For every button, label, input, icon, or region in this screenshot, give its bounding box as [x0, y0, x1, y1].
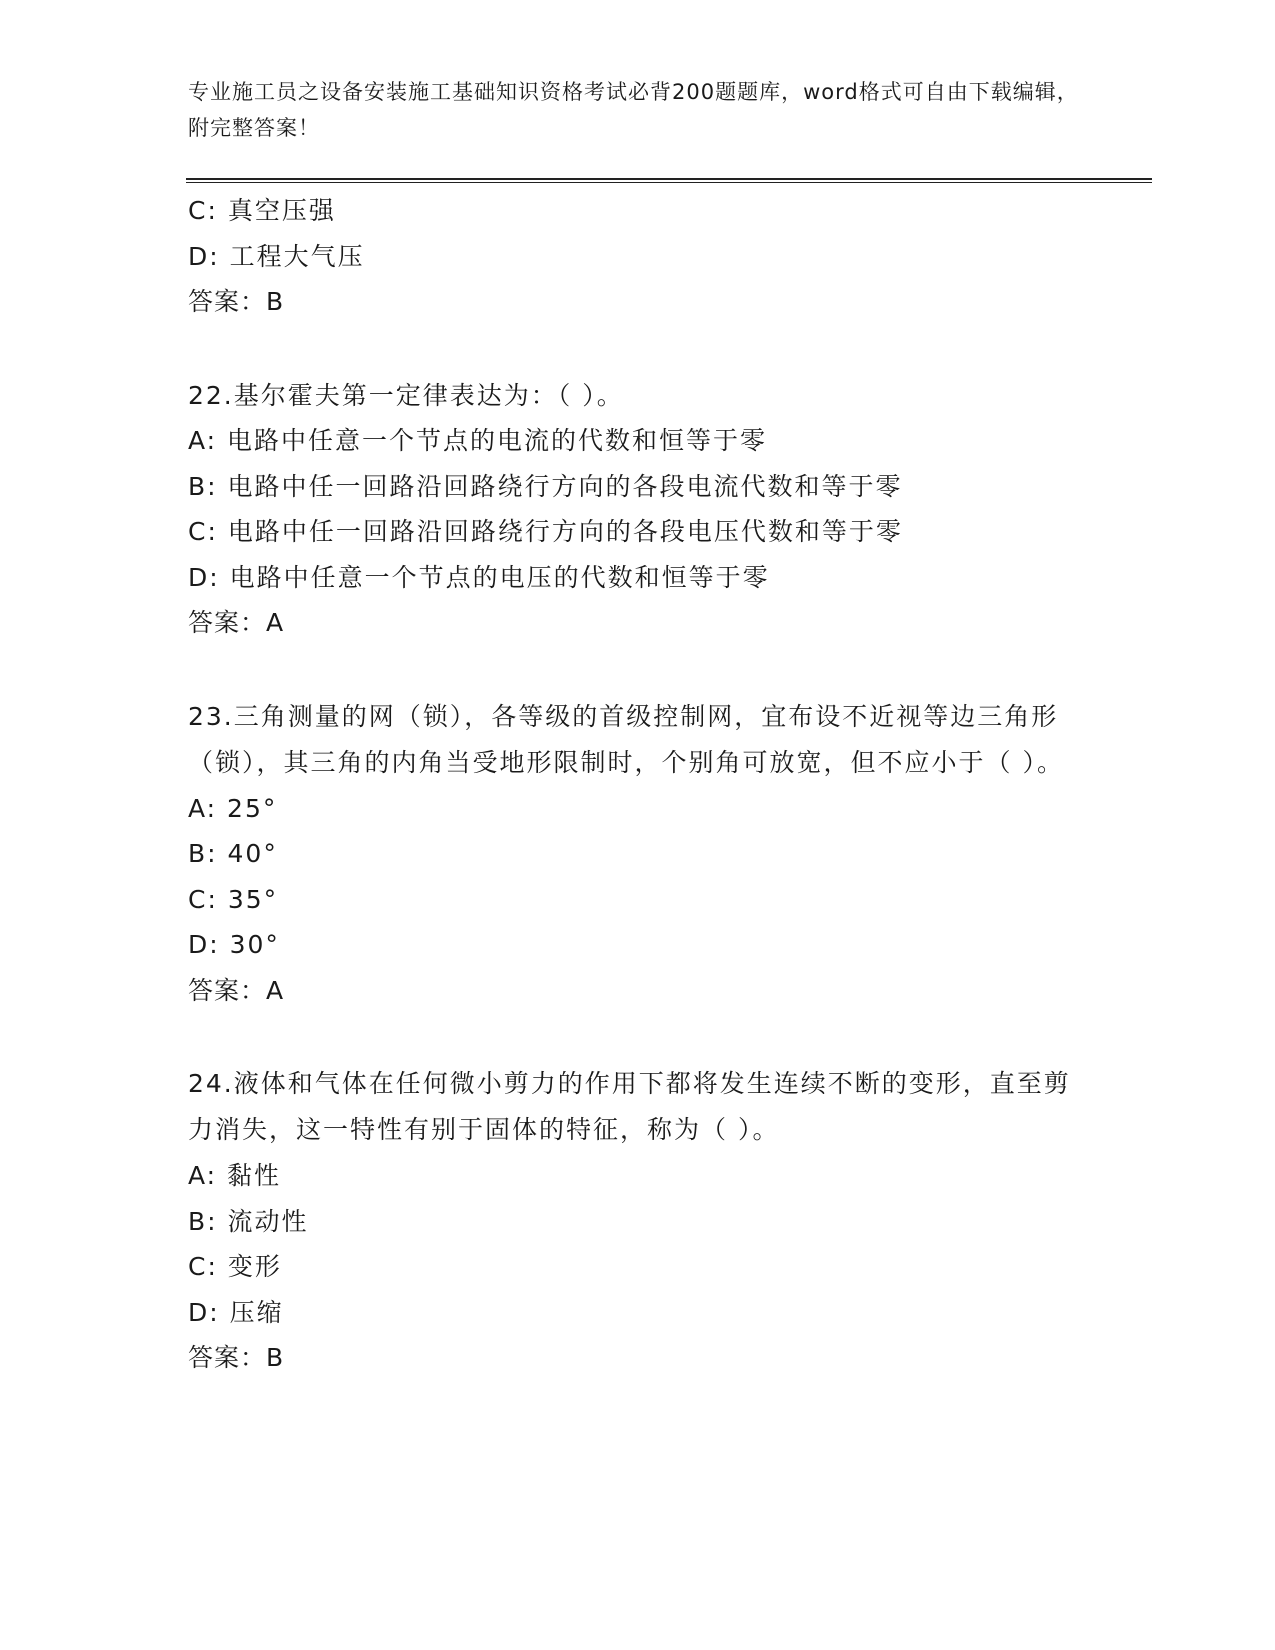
option-b: B: 流动性 — [188, 1206, 309, 1236]
option-a: A: 黏性 — [188, 1161, 282, 1190]
question-stem: 22.基尔霍夫第一定律表达为：（ ）。 — [188, 380, 624, 410]
question-stem: 23.三角测量的网（锁），各等级的首级控制网，宜布设不近视等边三角形（锁），其三角的内角当受地形限制时，个别角可放宽，但不应小于（ ）。 — [188, 701, 1064, 777]
answer-line: 答案：B — [188, 1343, 285, 1372]
question-list — [188, 188, 1088, 1381]
option-d: D: 压缩 — [188, 1297, 284, 1327]
option-c: C: 真空压强 — [188, 196, 336, 225]
answer-line: 答案：B — [188, 287, 285, 316]
document-title: 专业施工员之设备安装施工基础知识资格考试必背200题题库，word格式可自由下载编辑，附完整答案！ — [188, 80, 1079, 140]
answer-line: 答案：A — [188, 975, 285, 1005]
answer-line: 答案：A — [188, 608, 285, 637]
option-c: C: 电路中任一回路沿回路绕行方向的各段电压代数和等于零 — [188, 517, 903, 546]
option-c: C: 变形 — [188, 1252, 282, 1281]
question-24 — [188, 1061, 1088, 1381]
spacer — [188, 325, 1088, 373]
option-a: A: 电路中任意一个节点的电流的代数和恒等于零 — [188, 426, 768, 455]
option-a: A: 25° — [188, 793, 278, 823]
spacer — [188, 1013, 1088, 1061]
question-22 — [188, 373, 1088, 646]
question-23 — [188, 694, 1088, 1014]
question-stem: 24.液体和气体在任何微小剪力的作用下都将发生连续不断的变形，直至剪力消失，这一特性有别于固体的特征，称为（ ）。 — [188, 1069, 1071, 1144]
option-d: D: 电路中任意一个节点的电压的代数和恒等于零 — [188, 562, 770, 592]
option-d: D: 30° — [188, 930, 280, 959]
option-d: D: 工程大气压 — [188, 241, 365, 271]
spacer — [188, 646, 1088, 694]
option-c: C: 35° — [188, 884, 279, 914]
document-header — [188, 74, 1088, 146]
option-b: B: 40° — [188, 839, 278, 868]
option-b: B: 电路中任一回路沿回路绕行方向的各段电流代数和等于零 — [188, 471, 903, 501]
header-divider — [186, 178, 1152, 183]
previous-question-tail — [188, 188, 1088, 325]
